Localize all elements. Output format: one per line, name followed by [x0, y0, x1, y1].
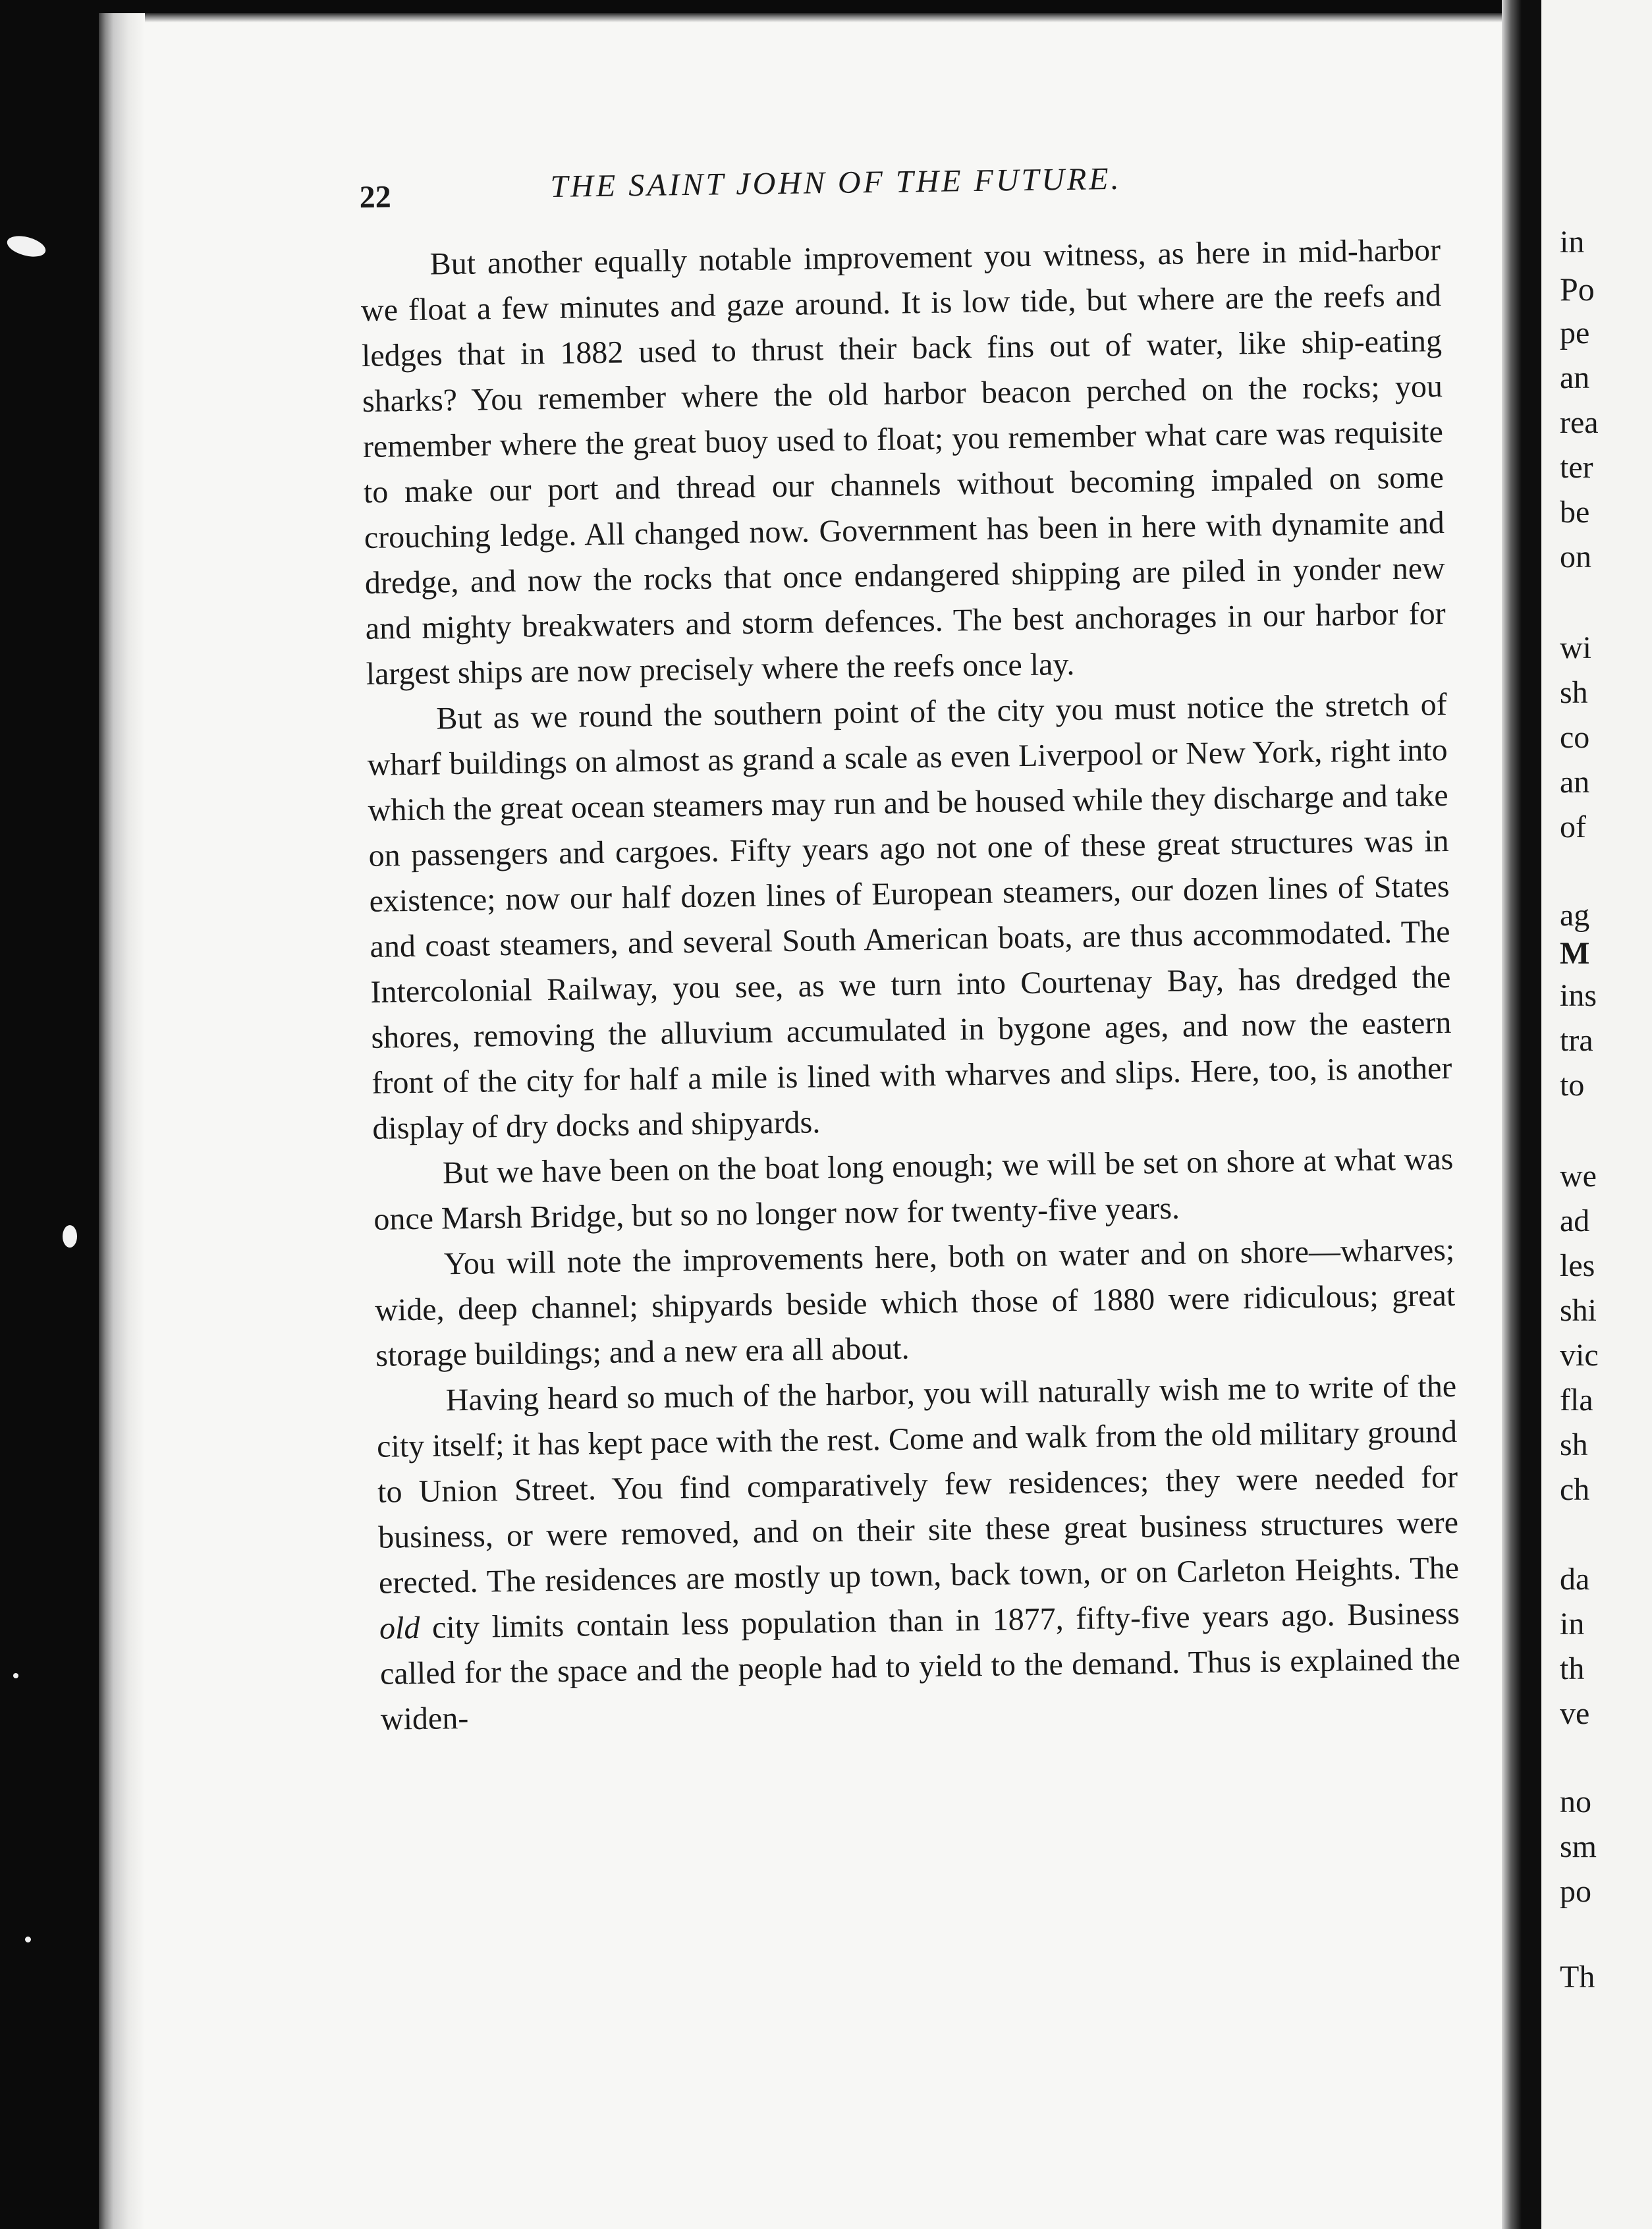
facing-page-fragment: M	[1560, 936, 1590, 971]
facing-page-fragment: ter	[1560, 450, 1593, 485]
facing-page-fragment: in	[1560, 1607, 1585, 1641]
page-left-edge	[99, 13, 145, 2229]
book-gutter	[1502, 0, 1541, 2229]
facing-page-fragment: ad	[1560, 1203, 1590, 1238]
paragraph: You will note the improvements here, both on water and on shore—wharves; wide, deep channel; shipyards beside which those of 1880 were ridiculous; great storage buildings; and a new era all about.	[374, 1232, 1456, 1373]
facing-page-fragment: an	[1560, 360, 1590, 395]
facing-page-fragment: an	[1560, 765, 1590, 800]
facing-page-fragment: sm	[1560, 1829, 1597, 1864]
running-head: THE SAINT JOHN OF THE FUTURE.	[550, 161, 1122, 204]
margin-speck	[63, 1225, 77, 1248]
paragraph: But as we round the southern point of the city you must notice the stretch of wharf buildings on almost as grand a scale as even Liverpool or New York, right into which the great ocean steamers may run and be housed while they discharge and take on passengers and cargoes. Fifty years ago not one of these great structures was in existence; now our half dozen lines of European steamers, our dozen lines of States and coast steamers, and several South American boats, are thus accommodated. The Intercolonial Railway, you see, as we turn into Courtenay Bay, has dredged the shores, removing the alluvium accumulated in bygone ages, and now the eastern front of the city for half a mile is lined with wharves and slips. Here, too, is another display of dry docks and shipyards.	[367, 687, 1452, 1146]
italic-word: old	[379, 1610, 420, 1646]
facing-page-fragment: vic	[1560, 1338, 1599, 1373]
facing-page-fragment: in	[1560, 225, 1585, 260]
facing-page-fragment: fla	[1560, 1383, 1593, 1417]
facing-page-fragment: wi	[1560, 630, 1591, 665]
facing-page-fragment: ag	[1560, 898, 1590, 933]
paragraph	[376, 1363, 1462, 1742]
facing-page-fragment: sh	[1560, 1427, 1588, 1462]
facing-page-fragment: no	[1560, 1784, 1591, 1819]
facing-page-fragment: to	[1560, 1068, 1585, 1103]
facing-page-fragment: pe	[1560, 316, 1590, 350]
margin-speck	[25, 1937, 31, 1942]
page-number: 22	[359, 179, 392, 215]
paragraph: But another equally notable improvement you witness, as here in mid-harbor we float a few minutes and gaze around. It is low tide, but where are the reefs and ledges that in 1882 used to thrust their back fins out of water, like ship-eating sharks? You remember where the old harbor beacon perched on the rocks; you remember where the great buoy used to float; you remember what care was requisite to make our port and thread our channels without becoming impaled on some crouching ledge. All changed now. Government has been in here with dynamite and dredge, and now the rocks that once endangered shipping are piled in yonder new and mighty breakwaters and storm defences. The best anchorages in our harbor for largest ships are now precisely where the reefs once lay.	[360, 233, 1446, 692]
paragraph: But we have been on the boat long enough; we will be set on shore at what was once Marsh Bridge, but so no longer now for twenty-five years.	[373, 1141, 1454, 1237]
facing-page	[1541, 0, 1652, 2229]
margin-speck	[13, 1673, 18, 1678]
facing-page-fragment: Po	[1560, 271, 1595, 308]
paragraph-text: city limits contain less population than in 1877, fifty-five years ago. Business called for the space and the people had to yield to the demand. Thus is explained the widen-	[379, 1595, 1461, 1737]
facing-page-fragment: be	[1560, 495, 1590, 530]
page-text-block	[359, 150, 1461, 1742]
margin-speck	[5, 233, 47, 261]
facing-page-fragment: sh	[1560, 675, 1588, 710]
facing-page-fragment: Th	[1560, 1960, 1595, 1995]
facing-page-fragment: we	[1560, 1159, 1597, 1194]
facing-page-fragment: shi	[1560, 1293, 1597, 1328]
facing-page-fragment: on	[1560, 539, 1591, 574]
facing-page-fragment: ch	[1560, 1472, 1590, 1507]
facing-page-fragment: th	[1560, 1651, 1585, 1686]
facing-page-fragment: ins	[1560, 978, 1597, 1013]
facing-page-fragment: po	[1560, 1874, 1591, 1909]
paragraph-text: Having heard so much of the harbor, you will naturally wish me to write of the city itself; it has kept pace with the rest. Come and walk from the old military ground to Union Street. You find comparatively few residences; they were needed for business, or were removed, and on their site these great business structures were erected. The residences are mostly up town, back town, or on Carleton Heights. The	[376, 1368, 1460, 1601]
facing-page-fragment: co	[1560, 720, 1590, 755]
body-text	[360, 227, 1462, 1742]
facing-page-fragment: rea	[1560, 405, 1599, 440]
facing-page-fragment: da	[1560, 1562, 1590, 1597]
facing-page-fragment: les	[1560, 1248, 1595, 1283]
page-top-edge	[99, 13, 1502, 22]
facing-page-fragment: of	[1560, 810, 1586, 844]
facing-page-fragment: ve	[1560, 1696, 1590, 1731]
facing-page-fragment: tra	[1560, 1023, 1593, 1058]
